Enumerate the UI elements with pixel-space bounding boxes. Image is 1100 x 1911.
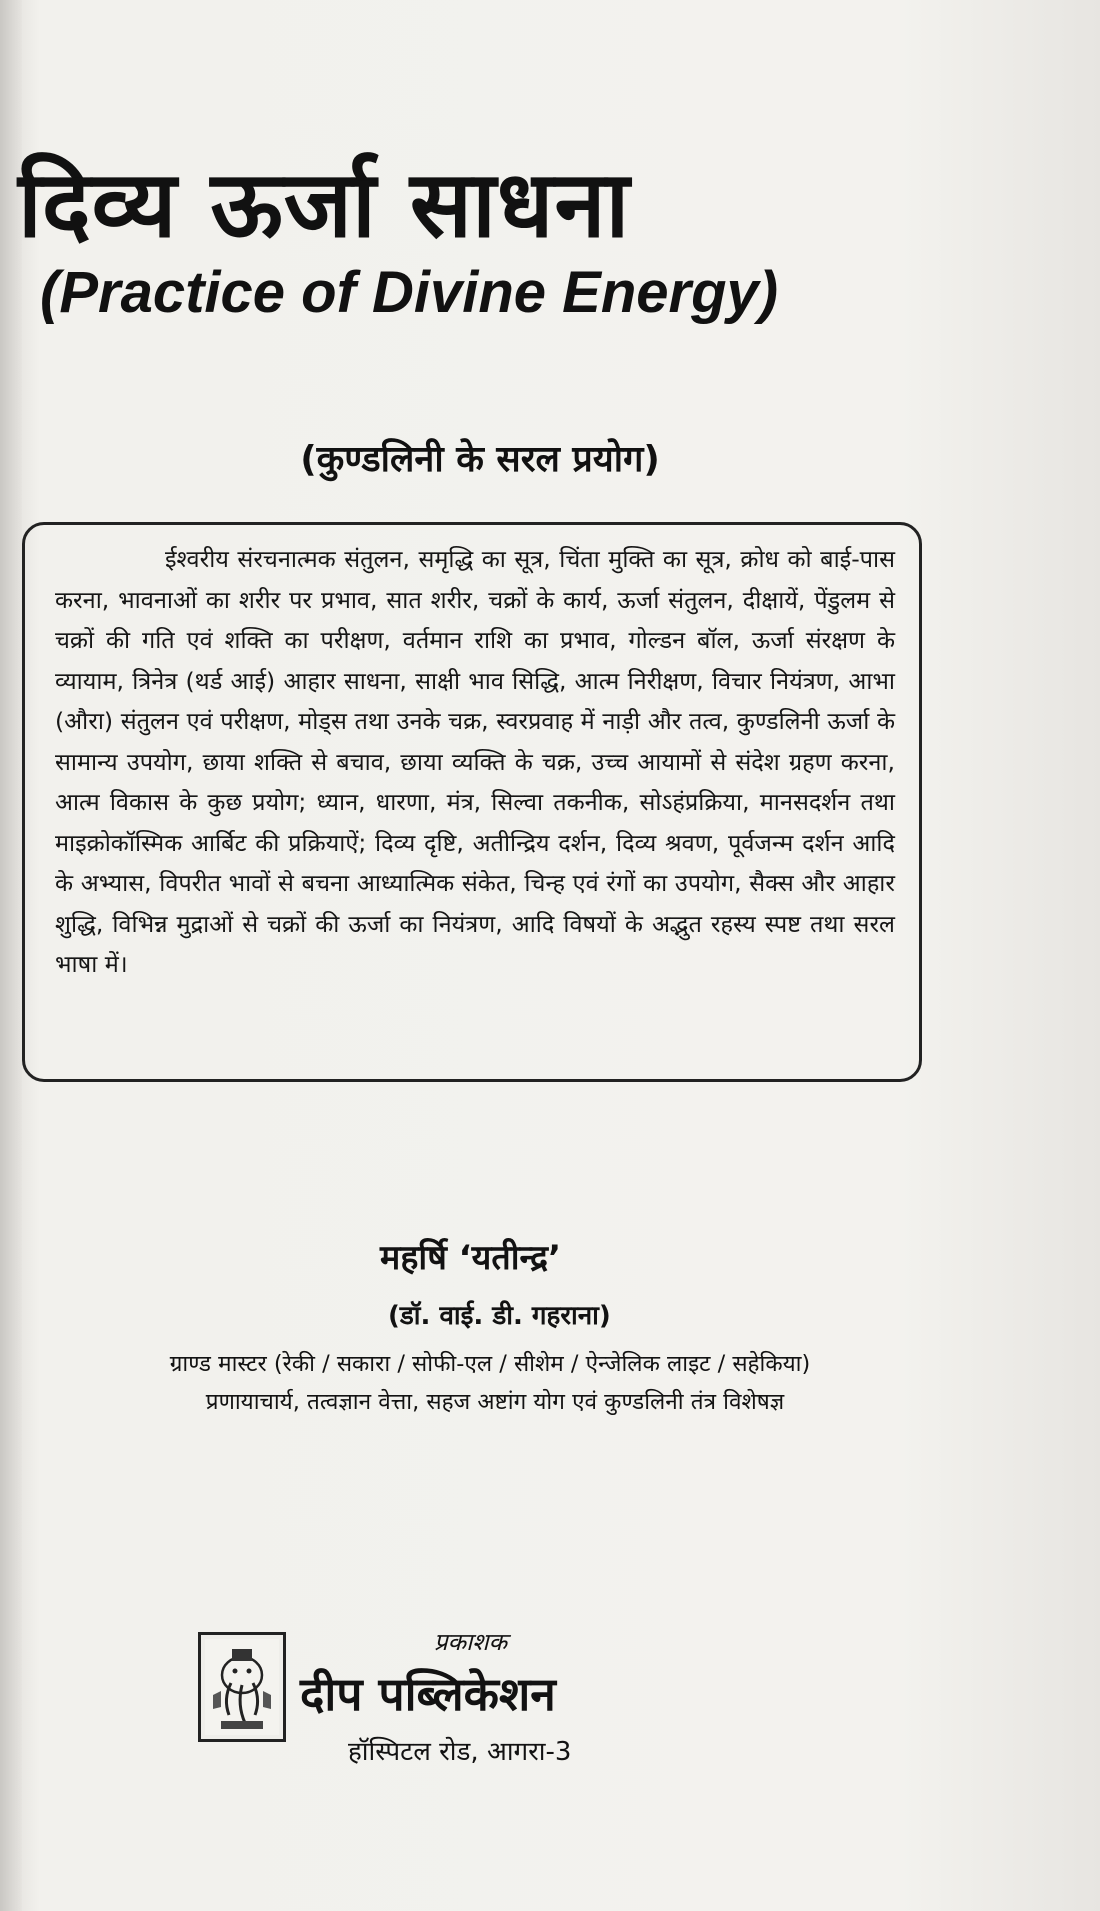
author-credentials-line2: प्रणायाचार्य, तत्वज्ञान वेत्ता, सहज अष्टांग योग एवं कुण्डलिनी तंत्र विशेषज्ञ [205,1389,785,1415]
description-box [22,522,922,1082]
publisher-name: दीप पब्लिकेशन [300,1667,556,1721]
publisher-address: हॉस्पिटल रोड, आगरा-3 [348,1737,572,1767]
author-name: महर्षि ‘यतीन्द्र’ [380,1238,561,1278]
subtitle: (कुण्डलिनी के सरल प्रयोग) [300,439,660,480]
publisher-label: प्रकाशक [434,1628,508,1656]
title-english: (Practice of Divine Energy) [40,260,779,325]
description-text: ईश्वरीय संरचनात्मक संतुलन, समृद्धि का सूत्र, चिंता मुक्ति का सूत्र, क्रोध को बाई-पास करना, भावनाओं का शरीर पर प्रभाव, सात शरीर, चक्रों के कार्य, ऊर्जा संतुलन, दीक्षायें, पेंडुलम से चक्रों की गति एवं शक्ति का परीक्षण, वर्तमान राशि का प्रभाव, गोल्डन बॉल, ऊर्जा संरक्षण के व्यायाम, त्रिनेत्र (थर्ड आई) आहार साधना, साक्षी भाव सिद्धि, आत्म निरीक्षण, विचार नियंत्रण, आभा (औरा) संतुलन एवं परीक्षण, मोड्स तथा उनके चक्र, स्वरप्रवाह में नाड़ी और तत्व, कुण्डलिनी ऊर्जा के सामान्य उपयोग, छाया शक्ति से बचाव, छाया व्यक्ति के चक्र, उच्च आयामों से संदेश ग्रहण करना, आत्म विकास के कुछ प्रयोग; ध्यान, धारणा, मंत्र, सिल्वा तकनीक, सोऽहंप्रक्रिया, मानसदर्शन तथा माइक्रोकॉस्मिक आर्बिट की प्रक्रियाऐं; दिव्य दृष्टि, अतीन्द्रिय दर्शन, दिव्य श्रवण, पूर्वजन्म दर्शन आदि के अभ्यास, विपरीत भावों से बचना आध्यात्मिक संकेत, चिन्ह एवं रंगों का उपयोग, सैक्स और आहार शुद्धि, विभिन्न मुद्राओं से चक्रों की ऊर्जा का नियंत्रण, आदि विषयों के अद्भुत रहस्य स्पष्ट तथा सरल भाषा में। [55,545,895,978]
title-hindi: दिव्य ऊर्जा साधना [18,151,631,258]
author-credentials-line1: ग्राण्ड मास्टर (रेकी / सकारा / सोफी-एल / सीशेम / ऐन्जेलिक लाइट / सहेकिया) [169,1351,811,1377]
publisher-logo-icon [198,1632,286,1742]
page-gutter-shadow [0,0,22,1911]
author-real-name: (डॉ. वाई. डी. गहराना) [388,1301,611,1331]
